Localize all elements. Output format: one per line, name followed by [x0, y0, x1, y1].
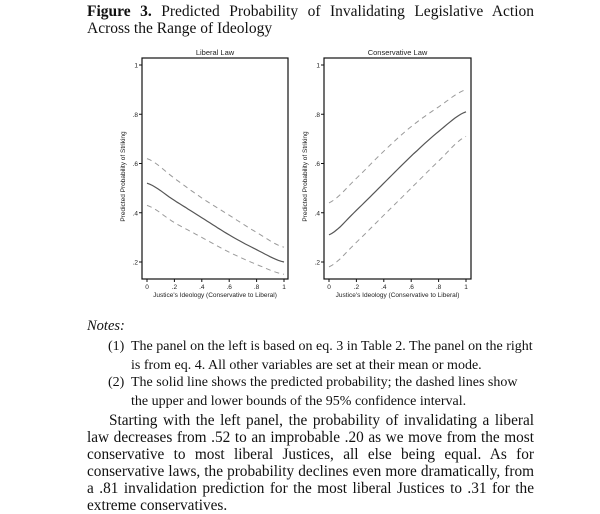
- note-text: The panel on the left is based on eq. 3 in Table 2. The panel on the right is from eq. 4. All other variables are set at their mean or mode.: [131, 339, 533, 373]
- x-axis-label: Justice's Ideology (Conservative to Liberal): [335, 292, 460, 299]
- y-tick-label: .8: [314, 111, 320, 119]
- x-tick-label: 1: [282, 284, 286, 291]
- note-item: [108, 373, 538, 411]
- figure-label: Figure 3.: [87, 3, 152, 20]
- note-number: (2): [108, 375, 125, 390]
- x-tick-label: 0: [327, 284, 331, 291]
- x-tick-label: .6: [408, 284, 414, 291]
- x-tick-label: 0: [145, 284, 149, 291]
- y-tick-label: .6: [132, 161, 138, 168]
- x-tick-label: .2: [353, 284, 360, 291]
- notes-heading: Notes:: [87, 318, 125, 334]
- x-tick-label: .4: [381, 284, 387, 291]
- upper-ci-line: [329, 90, 466, 203]
- panel-liberal-law: [120, 48, 288, 299]
- lower-ci-line: [329, 136, 466, 267]
- panel-conservative-law: [302, 48, 471, 299]
- panel-title: Liberal Law: [195, 48, 235, 57]
- x-tick-label: .8: [435, 284, 442, 291]
- panel-title: Conservative Law: [367, 48, 428, 57]
- figure-title: Predicted Probability of Invalidating Legislative Action Across the Range of Ideology: [87, 3, 535, 37]
- y-tick-label: .2: [132, 259, 138, 267]
- y-axis-label: Predicted Probability of Striking: [302, 131, 309, 222]
- note-number: (1): [108, 339, 125, 354]
- x-tick-label: .8: [253, 284, 260, 291]
- lower-ci-line: [147, 205, 284, 274]
- body-paragraph: Starting with the left panel, the probability of invalidating a liberal law decreases from .52 to an improbable .20 as we move from the most conservative to most liberal Justices, all else being equal. As for conservative laws, the probability declines even more dramatically, from a .81 invalidation prediction for the most liberal Justices to .31 for the extreme conservatives.: [87, 412, 534, 514]
- x-tick-label: .6: [226, 284, 232, 291]
- y-tick-label: .4: [314, 210, 320, 218]
- y-axis-label: Predicted Probability of Striking: [120, 131, 127, 222]
- y-tick-label: 1: [134, 62, 138, 70]
- predicted-probability-line: [147, 183, 284, 262]
- note-text: The solid line shows the predicted probability; the dashed lines show the upper and lower bounds of the 95% confidence interval.: [131, 375, 518, 409]
- x-tick-label: .4: [199, 284, 205, 291]
- note-item: [108, 337, 538, 375]
- x-tick-label: .2: [171, 284, 178, 291]
- predicted-probability-line: [329, 112, 466, 235]
- x-axis-label: Justice's Ideology (Conservative to Liberal): [153, 292, 277, 299]
- y-tick-label: .2: [314, 259, 320, 267]
- upper-ci-line: [147, 159, 284, 248]
- y-tick-label: .4: [132, 210, 138, 218]
- y-tick-label: .6: [314, 161, 320, 168]
- x-tick-label: 1: [464, 284, 468, 291]
- plot-frame: [142, 58, 288, 279]
- plot-frame: [324, 58, 471, 279]
- y-tick-label: 1: [316, 62, 320, 70]
- y-tick-label: .8: [132, 111, 138, 119]
